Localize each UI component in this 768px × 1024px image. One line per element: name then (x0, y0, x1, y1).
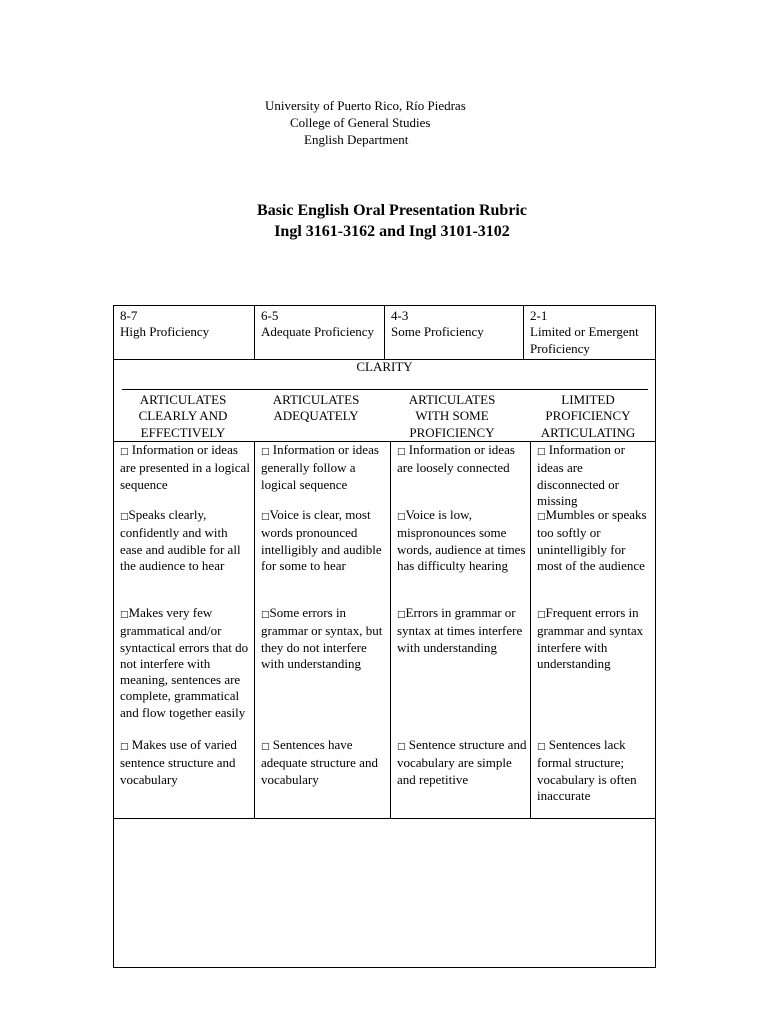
level-score: 8-7 (120, 308, 138, 323)
checkbox-icon: □ (537, 610, 546, 620)
descriptor: □Errors in grammar or syntax at times interfere with understanding (397, 605, 523, 655)
checkbox-icon: □ (261, 610, 270, 620)
checkbox-icon: □ (397, 447, 406, 457)
checkbox-icon: □ (120, 610, 129, 620)
criterion-1: ARTICULATES CLEARLY AND EFFECTIVELY (138, 392, 228, 440)
checkbox-icon: □ (120, 447, 129, 457)
divider (523, 306, 524, 360)
checkbox-icon: □ (261, 512, 270, 522)
divider (384, 306, 385, 360)
level-header-1 (120, 308, 250, 341)
department-name: English Department (304, 132, 409, 147)
descriptor: □Mumbles or speaks too softly or unintelligibly for most of the audience (537, 507, 647, 573)
divider (254, 441, 255, 818)
descriptor: □Frequent errors in grammar and syntax interfere with understanding (537, 605, 644, 671)
checkbox-icon: □ (261, 447, 270, 457)
descriptor: □ Information or ideas are disconnected or missing (537, 442, 625, 508)
level-label: High Proficiency (120, 324, 210, 340)
checkbox-icon: □ (397, 512, 406, 522)
descriptor: □Some errors in grammar or syntax, but they do not interfere with understanding (261, 605, 383, 671)
checkbox-icon: □ (120, 512, 129, 522)
course-codes: Ingl 3161-3162 and Ingl 3101-3102 (274, 223, 510, 240)
divider (390, 441, 391, 818)
descriptor: □Speaks clearly, confidently and with ease and audible for all the audience to hear (120, 507, 241, 573)
divider (530, 441, 531, 818)
rubric-title: Basic English Oral Presentation Rubric (257, 202, 527, 219)
college-name: College of General Studies (290, 115, 431, 130)
level-score: 2-1 (530, 308, 548, 323)
checkbox-icon: □ (537, 512, 546, 522)
level-header-2 (261, 308, 381, 341)
criterion-4: LIMITED PROFICIENCY ARTICULATING (540, 392, 636, 440)
descriptor: □ Sentences have adequate structure and vocabulary (261, 737, 378, 787)
descriptor: □ Information or ideas are presented in a logical sequence (120, 442, 250, 492)
level-label: Some Proficiency (391, 324, 484, 340)
rubric-table (113, 305, 656, 968)
level-header-4 (530, 308, 655, 357)
level-label: Adequate Proficiency (261, 324, 374, 340)
descriptor: □ Information or ideas generally follow a logical sequence (261, 442, 379, 492)
level-header-3 (391, 308, 521, 341)
checkbox-icon: □ (397, 610, 406, 620)
level-score: 4-3 (391, 308, 409, 323)
level-label: Limited or Emergent Proficiency (530, 324, 639, 356)
criterion-3: ARTICULATES WITH SOME PROFICIENCY (408, 392, 496, 440)
checkbox-icon: □ (261, 742, 270, 752)
descriptor: □ Sentence structure and vocabulary are simple and repetitive (397, 737, 527, 787)
descriptor: □Voice is clear, most words pronounced intelligibly and audible for some to hear (261, 507, 382, 573)
level-score: 6-5 (261, 308, 279, 323)
divider (254, 306, 255, 360)
university-name: University of Puerto Rico, Río Piedras (265, 98, 466, 113)
section-heading: CLARITY (356, 359, 413, 374)
descriptor: □ Makes use of varied sentence structure and vocabulary (120, 737, 237, 787)
descriptor: □ Information or ideas are loosely connected (397, 442, 515, 476)
checkbox-icon: □ (537, 447, 546, 457)
descriptor: □Voice is low, mispronounces some words, audience at times has difficulty hearing (397, 507, 526, 573)
checkbox-icon: □ (537, 742, 546, 752)
checkbox-icon: □ (120, 742, 129, 752)
checkbox-icon: □ (397, 742, 406, 752)
descriptor: □ Sentences lack formal structure; vocabulary is often inaccurate (537, 737, 637, 803)
section-underline (122, 389, 648, 390)
descriptor: □Makes very few grammatical and/or syntactical errors that do not interfere with meaning, sentences are complete, grammatical and flow together easily (120, 605, 249, 720)
divider (114, 818, 655, 819)
criterion-2: ARTICULATES ADEQUATELY (272, 392, 360, 424)
